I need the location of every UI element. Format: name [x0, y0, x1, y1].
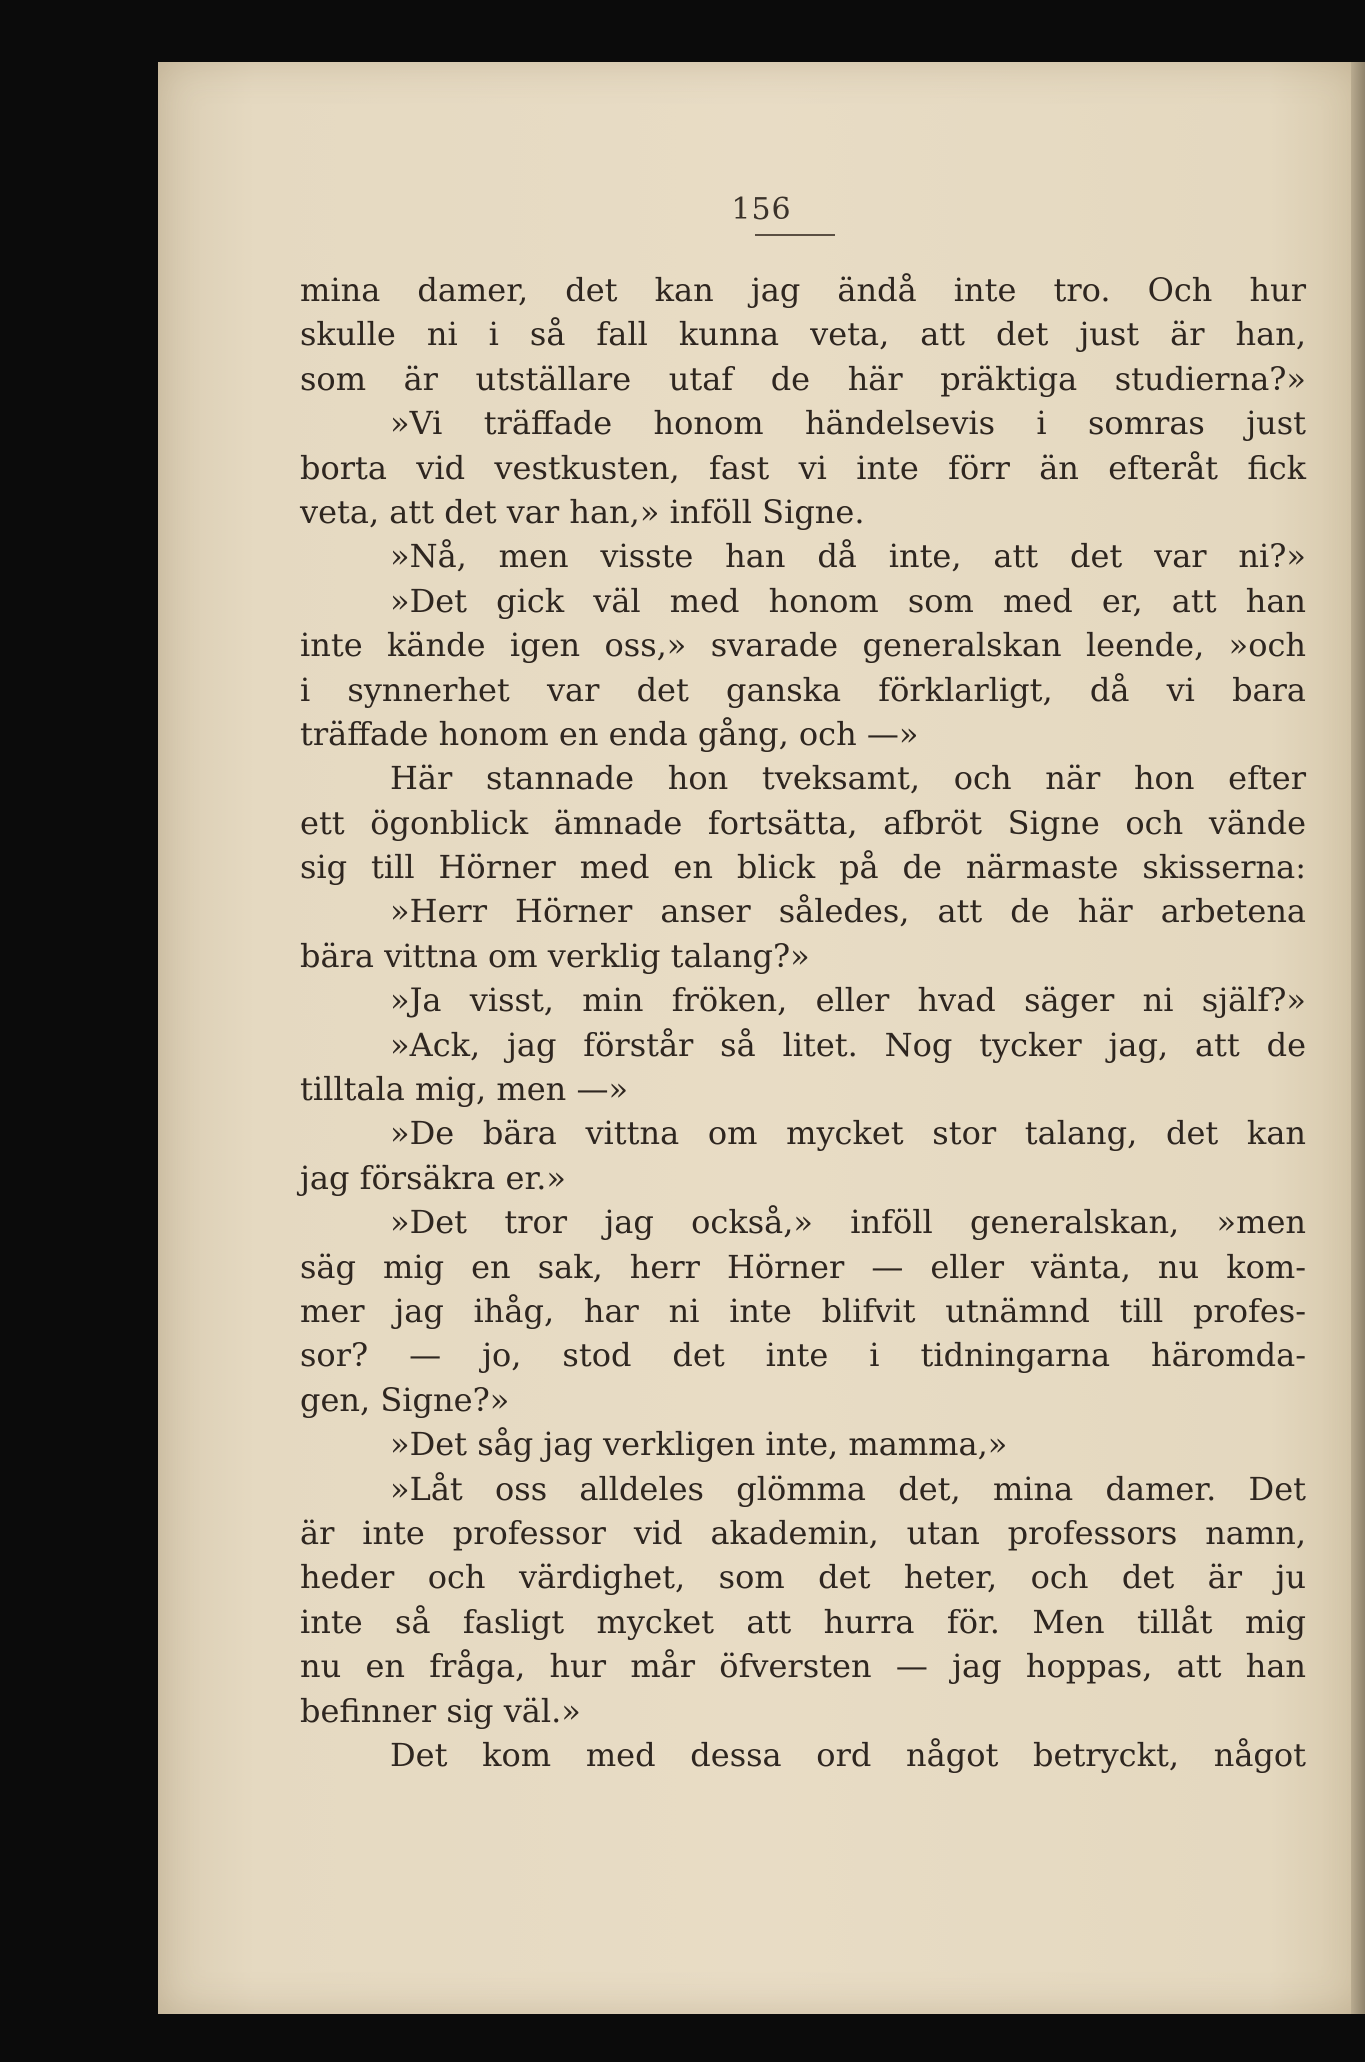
page-number-rule: [755, 234, 835, 236]
text-line: mer jag ihåg, har ni inte blifvit utnämnd till profes-: [300, 1291, 1306, 1330]
text-line: är inte professor vid akademin, utan professors namn,: [300, 1513, 1306, 1552]
text-line: »Ack, jag förstår så litet. Nog tycker jag, att de: [390, 1025, 1306, 1064]
text-line: ett ögonblick ämnade fortsätta, afbröt Signe och vände: [300, 803, 1306, 842]
text-line: »Låt oss alldeles glömma det, mina damer. Det: [390, 1469, 1306, 1508]
text-line: sig till Hörner med en blick på de närmaste skisserna:: [300, 848, 1306, 887]
text-line: jag försäkra er.»: [300, 1158, 566, 1197]
text-line: »Herr Hörner anser således, att de här arbetena: [390, 892, 1306, 931]
text-line: skulle ni i så fall kunna veta, att det just är han,: [300, 315, 1306, 354]
body-text: [300, 268, 1306, 1777]
text-line: »Det såg jag verkligen inte, mamma,»: [390, 1425, 1008, 1464]
text-line: inte kände igen oss,» svarade generalskan leende, »och: [300, 626, 1306, 665]
book-page: [158, 62, 1365, 2014]
text-line: inte så fasligt mycket att hurra för. Men tillåt mig: [300, 1602, 1306, 1641]
page-number: 156: [731, 192, 792, 227]
text-line: »Ja visst, min fröken, eller hvad säger ni själf?»: [390, 981, 1306, 1020]
text-line: i synnerhet var det ganska förklarligt, då vi bara: [300, 670, 1306, 709]
text-line: veta, att det var han,» inföll Signe.: [300, 492, 865, 531]
text-line: »Det tror jag också,» inföll generalskan, »men: [390, 1203, 1306, 1242]
text-line: nu en fråga, hur mår öfversten — jag hoppas, att han: [300, 1647, 1306, 1686]
text-line: säg mig en sak, herr Hörner — eller vänta, nu kom-: [300, 1247, 1306, 1286]
text-line: Här stannade hon tveksamt, och när hon efter: [390, 759, 1306, 798]
text-line: Det kom med dessa ord något betryckt, något: [390, 1735, 1306, 1774]
text-line: heder och värdighet, som det heter, och det är ju: [300, 1558, 1306, 1597]
text-line: som är utställare utaf de här präktiga studierna?»: [300, 359, 1306, 398]
text-line: mina damer, det kan jag ändå inte tro. Och hur: [300, 271, 1306, 309]
text-line: bära vittna om verklig talang?»: [300, 936, 810, 975]
text-line: tilltala mig, men —»: [300, 1070, 629, 1109]
text-line: gen, Signe?»: [300, 1380, 510, 1419]
text-line: »Vi träffade honom händelsevis i somras just: [390, 404, 1306, 443]
text-line: borta vid vestkusten, fast vi inte förr än efteråt fick: [300, 448, 1306, 487]
text-line: träffade honom en enda gång, och —»: [300, 714, 919, 753]
text-line: befinner sig väl.»: [300, 1691, 581, 1730]
text-line: »Det gick väl med honom som med er, att han: [390, 581, 1306, 620]
text-line: »Nå, men visste han då inte, att det var ni?»: [390, 537, 1306, 576]
text-line: »De bära vittna om mycket stor talang, det kan: [390, 1114, 1306, 1153]
text-line: sor? — jo, stod det inte i tidningarna häromda-: [300, 1336, 1306, 1375]
page-edge-shadow: [1351, 62, 1365, 2014]
